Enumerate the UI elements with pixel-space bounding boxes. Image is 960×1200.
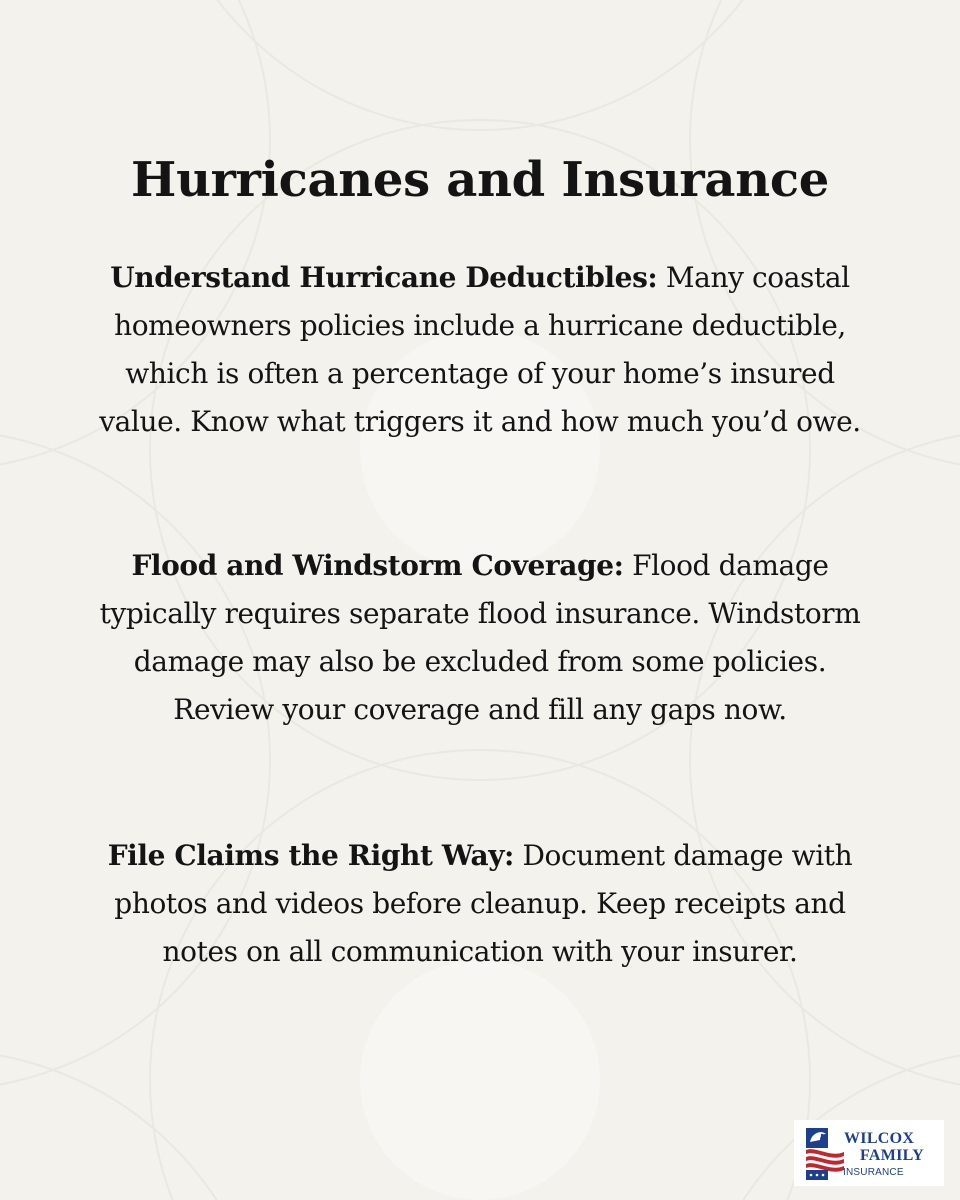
section-body: Many coastal homeowners policies include a hurricane deductible, which is often a percentage of your home’s insured value. Know what triggers it and how much you’d owe. xyxy=(99,261,861,438)
eagle-flag-icon xyxy=(806,1128,844,1180)
section-body: Document damage with photos and videos before cleanup. Keep receipts and notes on all communication with your insurer. xyxy=(114,839,853,968)
section-heading: Flood and Windstorm Coverage: xyxy=(131,549,624,582)
company-logo xyxy=(794,1120,944,1186)
section-heading: Understand Hurricane Deductibles: xyxy=(110,261,658,294)
section-hurricane-deductibles xyxy=(0,254,960,446)
logo-wordmark-line3: INSURANCE xyxy=(843,1167,904,1178)
page-title: Hurricanes and Insurance xyxy=(131,152,829,208)
section-file-claims xyxy=(0,832,960,976)
section-heading: File Claims the Right Way: xyxy=(107,839,514,872)
section-body: Flood damage typically requires separate flood insurance. Windstorm damage may also be excluded from some policies. Review your coverage and fill any gaps now. xyxy=(99,549,861,726)
section-flood-windstorm-coverage xyxy=(0,542,960,734)
logo-wordmark-line1: WILCOX xyxy=(844,1130,915,1147)
logo-wordmark-line2: FAMILY xyxy=(860,1147,925,1164)
